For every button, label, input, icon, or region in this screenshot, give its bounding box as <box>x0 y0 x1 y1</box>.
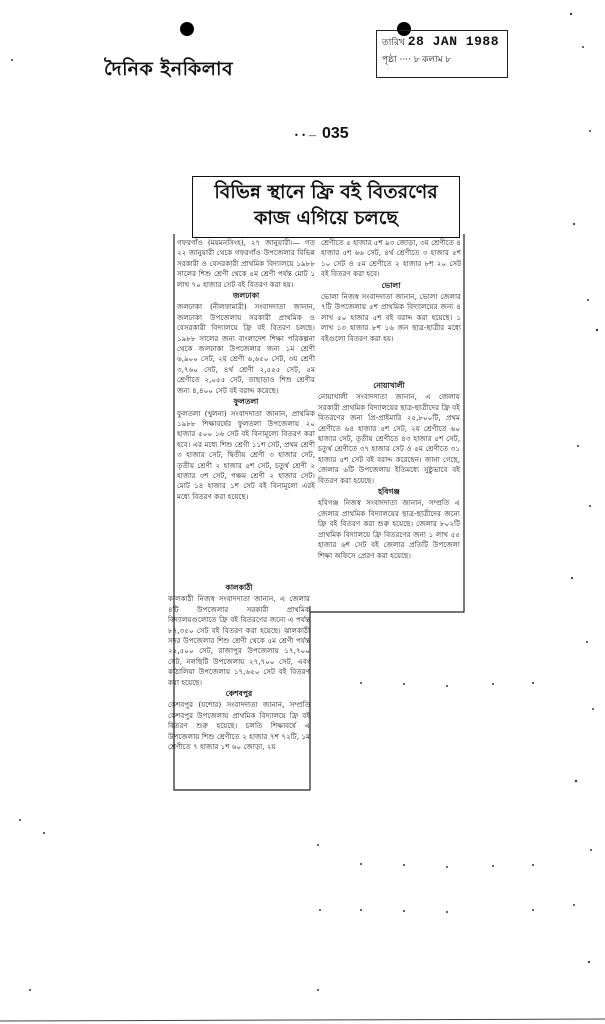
paragraph: ভোলা নিজস্ব সংবাদদাতা জানান, ভোলা জেলার ৭টি উপজেলায় ৫শ প্রাথমিক বিদ্যালয়ের জন্য ৪ লাখ ৫০ হাজার ৫শ বই বরাদ্দ করা হয়েছে। ১ লাখ ১৩ হাজার ৮শ ১৬ জন ছাত্র-ছাত্রীর মধ্যে বইগুলো বিতরণ করা হয়। <box>321 292 461 343</box>
subheading: হবিগঞ্জ <box>378 487 400 497</box>
headline-line-2: কাজ এগিয়ে চলছে <box>254 207 398 229</box>
paragraph: গফরগাঁও (ময়মনসিংহ), ২৭ জানুয়ারী।— গত ২২ জানুয়ারী থেকে গফরগাঁও উপজেলার বিভিন্ন সরকারী ও বেসরকারী প্রাথমিক বিদ্যালয়ে ১৯৮৮ সালের শিশু শ্রেণী থেকে ৫ম শ্রেণী পর্যন্ত মোট ১ লাখ ৭০ হাজার সেট বই বিতরণ করা হয়। <box>177 238 315 289</box>
subheading: জলঢাকা <box>232 291 260 301</box>
subheading: ফুলতলা <box>233 397 259 407</box>
paragraph: কালকাঠী নিজস্ব সংবাদদাতা জানান, এ জেলার ৪টি উপজেলার সরকারী প্রাথমিক বিদ্যালয়গুলোতে ফ্রি বই বিতরণের জন্যে এ পর্যন্ত ৮৭,৩৫০ সেট বই বিতরণ করা হয়েছে। ঝালকাঠী সদর উপজেলার শিশু শ্রেণী থেকে ৫ম শ্রেণী পর্যন্ত ২২,৫০০ সেট, রাজাপুর উপজেলায় ১৭,৭০০ সেট, নলছিটি উপজেলায় ২৭,৭০০ সেট, এবং কাঠালিয়া উপজেলায় ১৭,৬৫০ সেট বই বিতরণ করা হয়েছে। <box>168 594 310 687</box>
page-label: পৃষ্ঠা <box>382 55 397 65</box>
date-stamp: তারিখ 28 JAN 1988 পৃষ্ঠা ···· ৮ কলাম ৮ <box>376 30 508 78</box>
folio-dots: • • — <box>294 131 317 140</box>
headline-line-1: বিভিন্ন স্থানে ফ্রি বই বিতরণের <box>214 181 438 203</box>
subheading: কালকাঠী <box>225 583 253 592</box>
paragraph: শ্রেণীতে ৫ হাজার ৫শ ৯৩ জোড়া, ৩য় শ্রেণীতে ৪ হাজার ৫শ ৬৬ সেট, ৪র্থ শ্রেণীতে ৩ হাজার ৫শ ১০ সেট ও ৫ম শ্রেণীতে ২ হাজার ৮শ ২০ সেট বই বিতরণ করা হবে। <box>321 238 461 279</box>
paragraph: ফুলতলা (খুলনা) সংবাদদাতা জানান, প্রাথমিক ১৯৮৮ শিক্ষাবর্ষের ফুলতলা উপজেলায় ২০ হাজার ৫০০ ১৬ সেট বই বিনামূল্যে বিতরণ করা হবে। এর মধ্যে শিশু শ্রেণী ১১শ সেট, প্রথম শ্রেণী ৩ হাজার সেট, দ্বিতীয় শ্রেণী ৩ হাজার সেট, তৃতীয় শ্রেণী ২ হাজার ৫শ সেট, চতুর্থ শ্রেণী ২ হাজার ৩শ সেট, পঞ্চম শ্রেণী ২ হাজার সেট। মোট ১৪ হাজার ১শ সেট বই বিনামূল্যে এরই মধ্যে বিতরণ করা হয়েছে। <box>177 408 315 501</box>
paragraph: কেশবপুর (যশোর) সংবাদদাতা জানান, সম্প্রতি কেশবপুর উপজেলায় প্রাথমিক বিদ্যালয়ে ফ্রি বই বিতরণ শুরু হয়েছে। চলতি শিক্ষাবর্ষে এ উপজেলায় শিশু শ্রেণীতে ২ হাজার ৭শ ৭২টি, ১ম শ্রেণীতে ৭ হাজার ১শ ৬০ জোড়া, ২য় <box>168 700 310 752</box>
page-value: ৮ কলাম ৮ <box>413 54 452 64</box>
date-value: 28 JAN 1988 <box>407 34 500 49</box>
paragraph: জলঢাকা (নীলফামারী) সংবাদদাতা জানান, জলঢাকা উপজেলায় সরকারী প্রাথমিক ও বেসরকারী বিদ্যালয়ে ফ্রি বই বিতরণ চলছে। ১৯৮৮ সালের জন্য বাংলাদেশ শিক্ষা পরিকল্পনা থেকে জলঢাকা উপজেলার জন্য ১ম শ্রেণী ৬,৯০০ সেট, ২য় শ্রেণী ৬,৬৫০ সেট, ৩য় শ্রেণী ৩,৭৬০ সেট, ৪র্থ শ্রেণী ২,৫৫৫ সেট, ৫ম শ্রেণীতে ২,০৫৫ সেট, তাছাড়াও শিশু শ্রেণীর জন্য ৪,৪০০ সেট বই বরাদ্দ করেছে। <box>177 302 315 395</box>
newspaper-name: দৈনিক ইনকিলাব <box>104 58 234 80</box>
paragraph: নোয়াখালী সংবাদদাতা জানান, এ জেলায় সরকারী প্রাথমিক বিদ্যালয়ের ছাত্র-ছাত্রীদের ফ্রি বই বিতরণের জন্য প্রি-প্রাইমারি ২৫,৮০০টি, প্রথম শ্রেণীতে ৬৪ হাজার ৫শ সেট, ২য় শ্রেণীতে ৬০ হাজার সেট, তৃতীয় শ্রেণীতে ৪৩ হাজার ৫শ সেট, চতুর্থ শ্রেণীতে ৩৭ হাজার সেট ও ৫ম শ্রেণীতে ৩১ হাজার ৫শ সেট বই বরাদ্দ করেছেন। জানা গেছে, জেলার ৬টি উপজেলায় ইতিমধ্যে সুষ্ঠুভাবে বই বিতরণ করা হয়েছে। <box>318 392 460 485</box>
date-label: তারিখ <box>382 38 405 48</box>
subheading: ভোলা <box>381 280 401 290</box>
folio-number: 035 <box>322 125 349 142</box>
subheading: কেশবপুর <box>225 689 253 699</box>
paragraph: হবিগঞ্জ নিজস্ব সংবাদদাতা জানান, সম্প্রতি এ জেলার প্রাথমিক বিদ্যালয়ের ছাত্র-ছাত্রীদের জন্যে ফ্রি বই বিতরণ করা শুরু হয়েছে। জেলার ৮০২টি প্রাথমিক বিদ্যালয়ে ফ্রি বিতরণের জন্য ১ লাখ ৫৫ হাজার ৬শ সেট বই জেলার প্রতিটি উপজেলা শিক্ষা অফিসে প্রেরণ করা হয়েছে। <box>318 498 460 560</box>
subheading: নোয়াখালী <box>373 381 405 390</box>
